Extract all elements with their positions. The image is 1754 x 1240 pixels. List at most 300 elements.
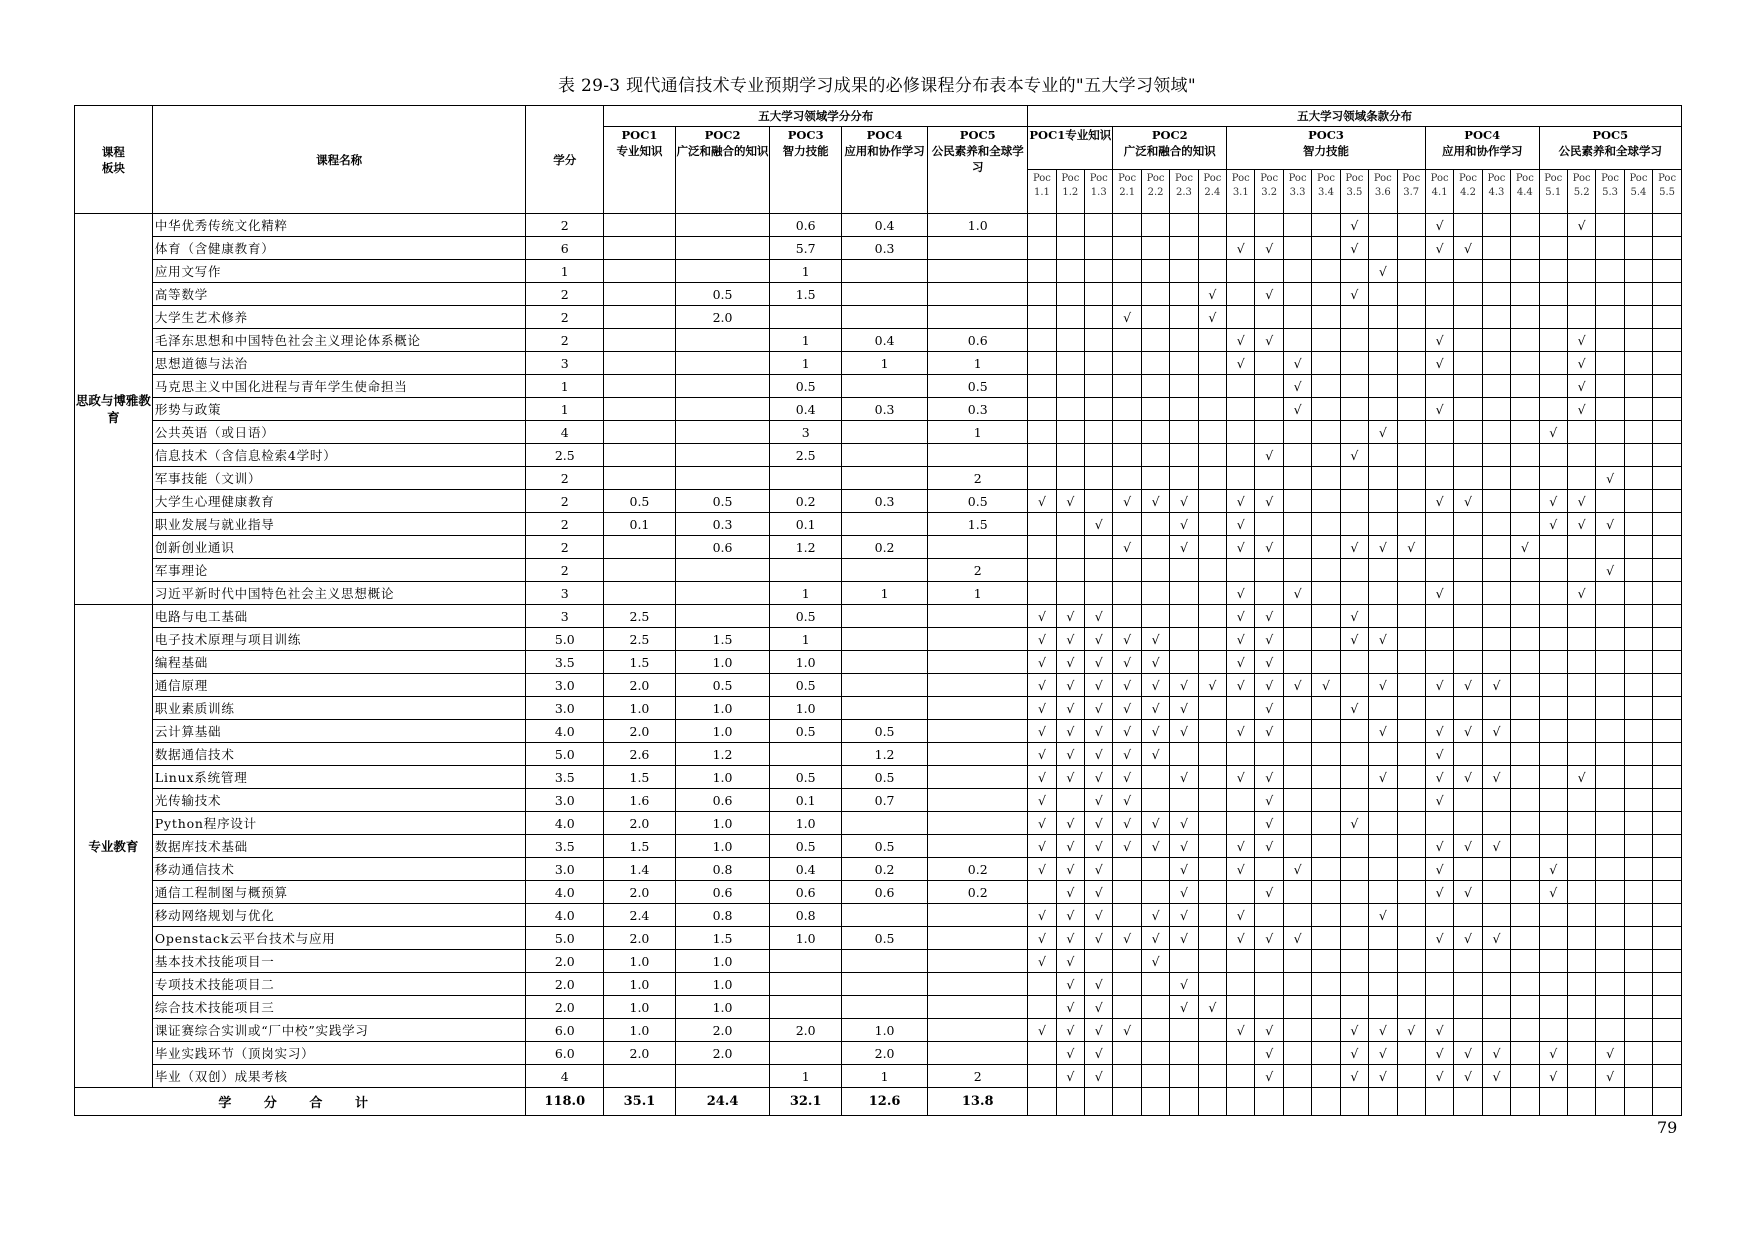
credit-value: 0.1 [604,513,676,536]
credit-value: 0.5 [841,835,927,858]
check-cell [1596,260,1624,283]
check-cell [1624,743,1652,766]
credit-value [841,444,927,467]
credit-value: 1.2 [841,743,927,766]
check-cell [1170,904,1198,927]
check-cell [1198,214,1226,237]
header-course-block: 课程 板块 [75,106,153,214]
check-cell [1567,766,1595,789]
course-credit: 3.5 [526,766,604,789]
table-row [75,1019,1682,1042]
credit-value [604,398,676,421]
check-cell [1397,467,1425,490]
check-cell [1425,881,1453,904]
check-cell [1482,835,1510,858]
check-mark: √ [1265,677,1274,693]
check-cell [1425,283,1453,306]
check-cell [1340,812,1368,835]
check-cell [1312,812,1340,835]
course-credit: 6.0 [526,1019,604,1042]
check-cell [1283,490,1311,513]
credit-value [604,582,676,605]
check-cell [1255,375,1283,398]
course-name: 公共英语（或日语） [152,421,526,444]
check-cell [1624,881,1652,904]
check-cell [1511,398,1539,421]
table-row [75,835,1682,858]
check-cell [1312,513,1340,536]
check-cell [1482,306,1510,329]
check-cell [1539,467,1567,490]
course-name: 毕业实践环节（顶岗实习） [152,1042,526,1065]
check-cell [1596,421,1624,444]
check-cell [1028,605,1056,628]
course-name: 电子技术原理与项目训练 [152,628,526,651]
course-name: 数据通信技术 [152,743,526,766]
check-cell [1255,720,1283,743]
check-cell [1255,789,1283,812]
check-mark: √ [1492,677,1501,693]
check-cell [1085,697,1113,720]
check-cell [1227,858,1255,881]
check-cell [1056,720,1084,743]
check-cell [1567,674,1595,697]
check-cell [1454,674,1482,697]
table-row [75,743,1682,766]
check-cell [1369,513,1397,536]
check-cell [1397,881,1425,904]
credit-value [604,467,676,490]
check-cell [1482,490,1510,513]
check-cell [1425,651,1453,674]
header-item-col: Poc 3.5 [1340,170,1368,214]
check-mark: √ [1094,746,1103,762]
check-cell [1028,927,1056,950]
check-cell [1482,260,1510,283]
check-cell [1454,697,1482,720]
check-mark: √ [1037,930,1046,946]
check-cell [1227,237,1255,260]
credit-value [604,329,676,352]
check-cell [1539,283,1567,306]
check-cell [1511,789,1539,812]
check-cell [1056,1042,1084,1065]
check-cell [1227,306,1255,329]
credit-value: 2.5 [604,605,676,628]
check-cell [1653,421,1682,444]
check-mark: √ [1123,493,1132,509]
check-cell [1567,973,1595,996]
check-cell [1425,697,1453,720]
check-cell [1539,352,1567,375]
credit-value: 0.3 [928,398,1028,421]
check-cell [1028,260,1056,283]
check-cell [1227,1042,1255,1065]
check-mark: √ [1208,309,1217,325]
credit-value [928,973,1028,996]
check-cell [1425,674,1453,697]
check-mark: √ [1265,884,1274,900]
table-row [75,329,1682,352]
check-cell [1312,674,1340,697]
check-cell [1567,996,1595,1019]
empty-cell [1056,1088,1084,1116]
check-cell [1255,973,1283,996]
check-mark: √ [1066,1045,1075,1061]
check-cell [1539,421,1567,444]
check-mark: √ [1350,539,1359,555]
check-mark: √ [1606,516,1615,532]
check-cell [1056,674,1084,697]
check-cell [1567,398,1595,421]
check-cell [1113,559,1141,582]
credit-value [675,398,770,421]
check-cell [1539,490,1567,513]
check-cell [1369,950,1397,973]
check-cell [1425,766,1453,789]
credit-value [928,444,1028,467]
check-mark: √ [1378,723,1387,739]
check-cell [1482,605,1510,628]
check-cell [1028,674,1056,697]
check-cell [1227,444,1255,467]
check-mark: √ [1179,677,1188,693]
check-cell [1255,352,1283,375]
check-mark: √ [1492,838,1501,854]
total-label: 学 分 合 计 [75,1088,526,1116]
check-cell [1283,1019,1311,1042]
check-cell [1312,214,1340,237]
check-cell [1454,766,1482,789]
credit-value: 1.0 [675,996,770,1019]
header-credit-distribution: 五大学习领域学分分布 [604,106,1028,127]
header-item-col: Poc 1.2 [1056,170,1084,214]
check-cell [1056,1019,1084,1042]
check-cell [1397,950,1425,973]
check-cell [1113,881,1141,904]
credit-value: 0.3 [841,490,927,513]
check-cell [1283,881,1311,904]
check-cell [1198,720,1226,743]
check-cell [1028,582,1056,605]
course-credit: 2 [526,467,604,490]
check-cell [1056,237,1084,260]
check-mark: √ [1094,1022,1103,1038]
check-mark: √ [1066,884,1075,900]
check-cell [1425,1019,1453,1042]
check-cell [1624,513,1652,536]
check-cell [1539,1019,1567,1042]
check-cell [1085,927,1113,950]
check-cell [1113,812,1141,835]
check-cell [1340,398,1368,421]
check-cell [1624,904,1652,927]
check-cell [1653,628,1682,651]
check-cell [1596,743,1624,766]
credit-value: 2.0 [604,881,676,904]
check-cell [1170,352,1198,375]
check-cell [1170,329,1198,352]
check-cell [1227,651,1255,674]
check-cell [1198,674,1226,697]
check-mark: √ [1293,355,1302,371]
check-mark: √ [1123,746,1132,762]
check-cell [1028,536,1056,559]
check-cell [1567,743,1595,766]
check-cell [1255,283,1283,306]
check-cell [1340,950,1368,973]
check-cell [1085,628,1113,651]
check-cell [1511,237,1539,260]
check-cell [1397,605,1425,628]
check-cell [1312,375,1340,398]
course-name: 通信工程制图与概预算 [152,881,526,904]
check-cell [1369,375,1397,398]
header-item-col: Poc 2.2 [1141,170,1169,214]
page-title: 表 29-3 现代通信技术专业预期学习成果的必修课程分布表本专业的"五大学习领域" [558,76,1196,96]
check-cell [1653,996,1682,1019]
check-cell [1312,720,1340,743]
check-cell [1028,444,1056,467]
check-cell [1511,743,1539,766]
check-cell [1255,996,1283,1019]
check-cell [1340,996,1368,1019]
check-cell [1227,214,1255,237]
table-row [75,283,1682,306]
check-mark: √ [1464,1068,1472,1084]
check-cell [1170,559,1198,582]
check-cell [1283,283,1311,306]
table-row [75,881,1682,904]
check-cell [1397,214,1425,237]
credit-value: 1.0 [675,651,770,674]
credit-value: 0.3 [675,513,770,536]
check-cell [1028,467,1056,490]
check-mark: √ [1037,723,1046,739]
check-cell [1567,628,1595,651]
credit-value: 1.5 [675,927,770,950]
check-cell [1425,421,1453,444]
check-mark: √ [1236,861,1245,877]
check-cell [1141,260,1169,283]
check-cell [1028,375,1056,398]
header-item-col: Poc 4.4 [1511,170,1539,214]
credit-value [675,421,770,444]
check-cell [1340,444,1368,467]
check-cell [1539,444,1567,467]
check-cell [1227,582,1255,605]
credit-value [841,513,927,536]
table-row [75,812,1682,835]
check-mark: √ [1236,1022,1245,1038]
course-credit: 2.0 [526,950,604,973]
check-mark: √ [1179,723,1188,739]
credit-value: 0.4 [770,398,842,421]
check-cell [1539,582,1567,605]
check-cell [1141,536,1169,559]
check-cell [1170,651,1198,674]
check-cell [1454,329,1482,352]
check-mark: √ [1265,332,1274,348]
credit-value: 0.5 [770,766,842,789]
credit-value: 0.5 [675,674,770,697]
header-item-col: Poc 5.1 [1539,170,1567,214]
check-cell [1340,375,1368,398]
check-cell [1539,651,1567,674]
check-cell [1198,467,1226,490]
check-cell [1596,559,1624,582]
check-mark: √ [1094,516,1103,532]
course-credit: 3.5 [526,651,604,674]
check-cell [1085,536,1113,559]
check-mark: √ [1066,654,1075,670]
check-cell [1624,835,1652,858]
credit-value: 3 [770,421,842,444]
check-cell [1056,490,1084,513]
check-cell [1397,536,1425,559]
empty-cell [1567,1088,1595,1116]
check-mark: √ [1577,493,1586,509]
credit-value [675,329,770,352]
check-cell [1170,283,1198,306]
check-cell [1511,1065,1539,1088]
check-mark: √ [1151,953,1160,969]
table-row [75,605,1682,628]
check-mark: √ [1464,677,1472,693]
check-cell [1170,973,1198,996]
credit-value [841,904,927,927]
credit-value: 0.3 [841,237,927,260]
table-row [75,536,1682,559]
credit-value: 0.3 [841,398,927,421]
check-cell [1454,398,1482,421]
table-row [75,1065,1682,1088]
check-mark: √ [1435,401,1444,417]
check-cell [1227,720,1255,743]
check-mark: √ [1350,608,1359,624]
credit-value [675,605,770,628]
check-cell [1539,536,1567,559]
check-mark: √ [1066,953,1075,969]
check-cell [1056,260,1084,283]
check-cell [1255,950,1283,973]
empty-cell [1539,1088,1567,1116]
check-cell [1340,835,1368,858]
check-cell [1312,237,1340,260]
credit-value: 2 [928,467,1028,490]
check-cell [1369,812,1397,835]
check-cell [1482,329,1510,352]
check-mark: √ [1549,1045,1558,1061]
credit-value: 1 [770,260,842,283]
check-cell [1653,260,1682,283]
credit-value: 2.0 [675,1019,770,1042]
check-mark: √ [1435,746,1444,762]
check-mark: √ [1123,631,1132,647]
check-cell [1312,352,1340,375]
credit-value: 0.6 [841,881,927,904]
header-item-col: Poc 1.3 [1085,170,1113,214]
credit-value: 1.6 [604,789,676,812]
check-cell [1454,421,1482,444]
check-cell [1113,835,1141,858]
credit-value [841,651,927,674]
check-cell [1255,904,1283,927]
header-item-group: POC3 智力技能 [1227,127,1426,170]
check-cell [1255,559,1283,582]
check-cell [1085,904,1113,927]
check-cell [1141,352,1169,375]
check-cell [1283,375,1311,398]
check-mark: √ [1066,907,1075,923]
check-cell [1312,283,1340,306]
check-cell [1113,651,1141,674]
credit-value: 0.6 [675,789,770,812]
check-cell [1085,214,1113,237]
header-item-col: Poc 4.3 [1482,170,1510,214]
check-cell [1397,283,1425,306]
credit-value [675,375,770,398]
check-cell [1312,260,1340,283]
check-cell [1028,996,1056,1019]
check-cell [1085,329,1113,352]
check-cell [1482,766,1510,789]
check-cell [1141,582,1169,605]
check-cell [1056,835,1084,858]
check-cell [1653,743,1682,766]
check-cell [1113,398,1141,421]
check-cell [1028,973,1056,996]
credit-value [928,306,1028,329]
check-cell [1056,444,1084,467]
check-cell [1255,329,1283,352]
check-cell [1283,674,1311,697]
check-cell [1539,996,1567,1019]
check-mark: √ [1236,930,1245,946]
check-cell [1653,444,1682,467]
credit-value [604,421,676,444]
check-cell [1482,283,1510,306]
credit-value: 0.5 [770,720,842,743]
check-mark: √ [1265,815,1274,831]
check-cell [1369,973,1397,996]
course-credit: 4.0 [526,881,604,904]
check-mark: √ [1037,631,1046,647]
credit-value: 0.5 [675,490,770,513]
check-cell [1369,283,1397,306]
header-item-group: POC5 公民素养和全球学习 [1539,127,1681,170]
check-mark: √ [1151,677,1160,693]
check-cell [1425,582,1453,605]
check-mark: √ [1350,700,1359,716]
check-cell [1113,352,1141,375]
check-cell [1170,214,1198,237]
check-cell [1198,835,1226,858]
check-cell [1283,582,1311,605]
check-cell [1624,260,1652,283]
table-row [75,582,1682,605]
check-cell [1511,536,1539,559]
check-cell [1369,904,1397,927]
check-cell [1255,674,1283,697]
check-cell [1454,559,1482,582]
credit-value [928,237,1028,260]
check-cell [1170,1019,1198,1042]
check-mark: √ [1123,677,1132,693]
check-cell [1056,996,1084,1019]
check-cell [1198,1042,1226,1065]
check-cell [1113,513,1141,536]
